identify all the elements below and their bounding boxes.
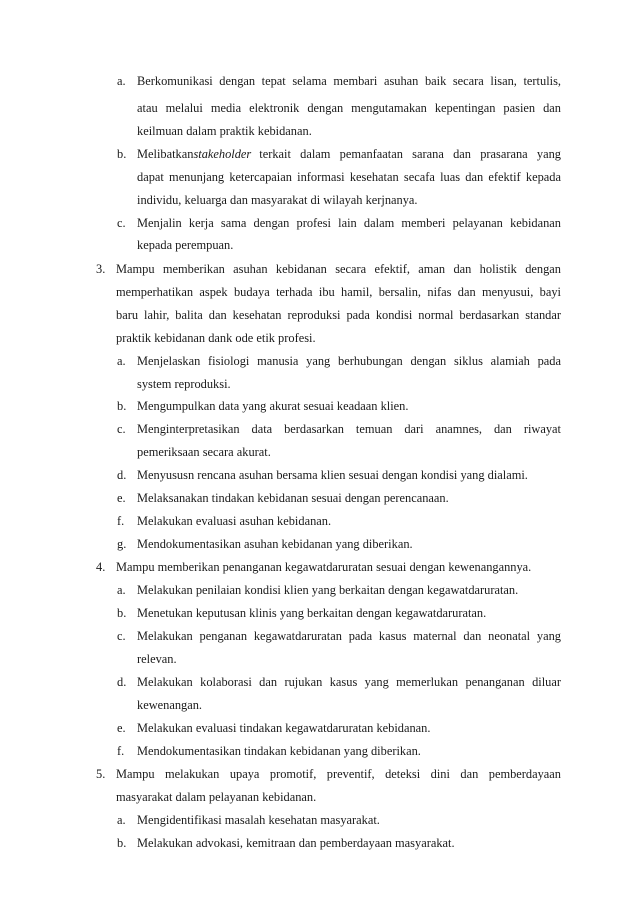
list-item-text-line: kewenangan. [137, 698, 203, 712]
list-item-text-line [137, 147, 561, 162]
list-item-text-line: baru lahir, balita dan kesehatan reproduksi pada kondisi normal berdasarkan standar [116, 308, 561, 322]
list-item-text-line: Menjalin kerja sama dengan profesi lain dalam memberi pelayanan kebidanan [137, 216, 561, 230]
list-item-text-line: memperhatikan aspek budaya terhada ibu hamil, bersalin, nifas dan menyusui, bayi [116, 285, 561, 299]
list-marker: b. [117, 399, 127, 413]
list-marker: a. [117, 583, 126, 597]
list-number: 3. [96, 262, 106, 276]
list-marker: d. [117, 675, 127, 689]
list-item-text-line: relevan. [137, 652, 177, 666]
list-marker: f. [117, 744, 125, 758]
list-item-text-line: individu, keluarga dan masyarakat di wilayah kerjnanya. [137, 193, 418, 207]
list-marker: a. [117, 354, 126, 368]
list-marker: b. [117, 147, 127, 161]
list-item-text-line: atau melalui media elektronik dengan mengutamakan kepentingan pasien dan [137, 101, 561, 115]
list-item-text-line: praktik kebidanan dank ode etik profesi. [116, 331, 316, 345]
list-item-text-line: Menyususn rencana asuhan bersama klien sesuai dengan kondisi yang dialami. [137, 468, 528, 482]
list-item-text-line: Melakukan kolaborasi dan rujukan kasus yang memerlukan penanganan diluar [137, 675, 561, 689]
italic-term: stakeholder [193, 147, 252, 161]
list-marker: e. [117, 491, 126, 505]
list-item-text-line: Mengidentifikasi masalah kesehatan masyarakat. [137, 813, 380, 827]
list-item-text-line: Melakukan penganan kegawatdaruratan pada kasus maternal dan neonatal yang [137, 629, 561, 643]
list-item-text-line: Mengumpulkan data yang akurat sesuai keadaan klien. [137, 399, 409, 413]
list-item-text-line: Mampu melakukan upaya promotif, preventif, deteksi dini dan pemberdayaan [116, 767, 561, 781]
list-item-text-line: Mampu memberikan asuhan kebidanan secara efektif, aman dan holistik dengan [116, 262, 561, 276]
list-item-text-line: Menetukan keputusan klinis yang berkaitan dengan kegawatdaruratan. [137, 606, 487, 620]
text-segment: Melibatkan [137, 147, 194, 161]
list-marker: g. [117, 537, 127, 551]
list-item-text-line: Menginterpretasikan data berdasarkan temuan dari anamnes, dan riwayat [137, 422, 561, 436]
list-item-text-line: pemeriksaan secara akurat. [137, 445, 271, 459]
list-item-text-line: Mampu memberikan penanganan kegawatdaruratan sesuai dengan kewenangannya. [116, 560, 532, 574]
list-item-text-line: Melakukan evaluasi asuhan kebidanan. [137, 514, 332, 528]
list-marker: c. [117, 422, 126, 436]
list-item-text-line: Mendokumentasikan asuhan kebidanan yang diberikan. [137, 537, 413, 551]
list-item-text-line: Melakukan advokasi, kemitraan dan pemberdayaan masyarakat. [137, 836, 455, 850]
list-item-text-line: Melaksanakan tindakan kebidanan sesuai dengan perencanaan. [137, 491, 449, 505]
list-item-text-line: Berkomunikasi dengan tepat selama membari asuhan baik secara lisan, tertulis, [137, 74, 561, 88]
text-segment: terkait dalam pemanfaatan sarana dan prasarana yang [259, 147, 561, 161]
list-item-text-line: system reproduksi. [137, 377, 231, 391]
list-item-text-line: keilmuan dalam praktik kebidanan. [137, 124, 312, 138]
list-marker: b. [117, 836, 127, 850]
list-marker: c. [117, 629, 126, 643]
list-item-text-line: Melakukan penilaian kondisi klien yang berkaitan dengan kegawatdaruratan. [137, 583, 519, 597]
list-marker: e. [117, 721, 126, 735]
list-item-text-line: masyarakat dalam pelayanan kebidanan. [116, 790, 317, 804]
list-marker: b. [117, 606, 127, 620]
list-marker: a. [117, 813, 126, 827]
list-marker: d. [117, 468, 127, 482]
list-marker: c. [117, 216, 126, 230]
list-marker: a. [117, 74, 126, 88]
list-item-text-line: dapat menunjang ketercapaian informasi kesehatan secafa luas dan efektif kepada [137, 170, 561, 184]
list-item-text-line: Menjelaskan fisiologi manusia yang berhubungan dengan siklus alamiah pada [137, 354, 561, 368]
list-marker: f. [117, 514, 125, 528]
list-item-text-line: Mendokumentasikan tindakan kebidanan yang diberikan. [137, 744, 421, 758]
list-number: 5. [96, 767, 106, 781]
list-item-text-line: Melakukan evaluasi tindakan kegawatdaruratan kebidanan. [137, 721, 431, 735]
list-item-text-line: kepada perempuan. [137, 238, 234, 252]
list-number: 4. [96, 560, 106, 574]
